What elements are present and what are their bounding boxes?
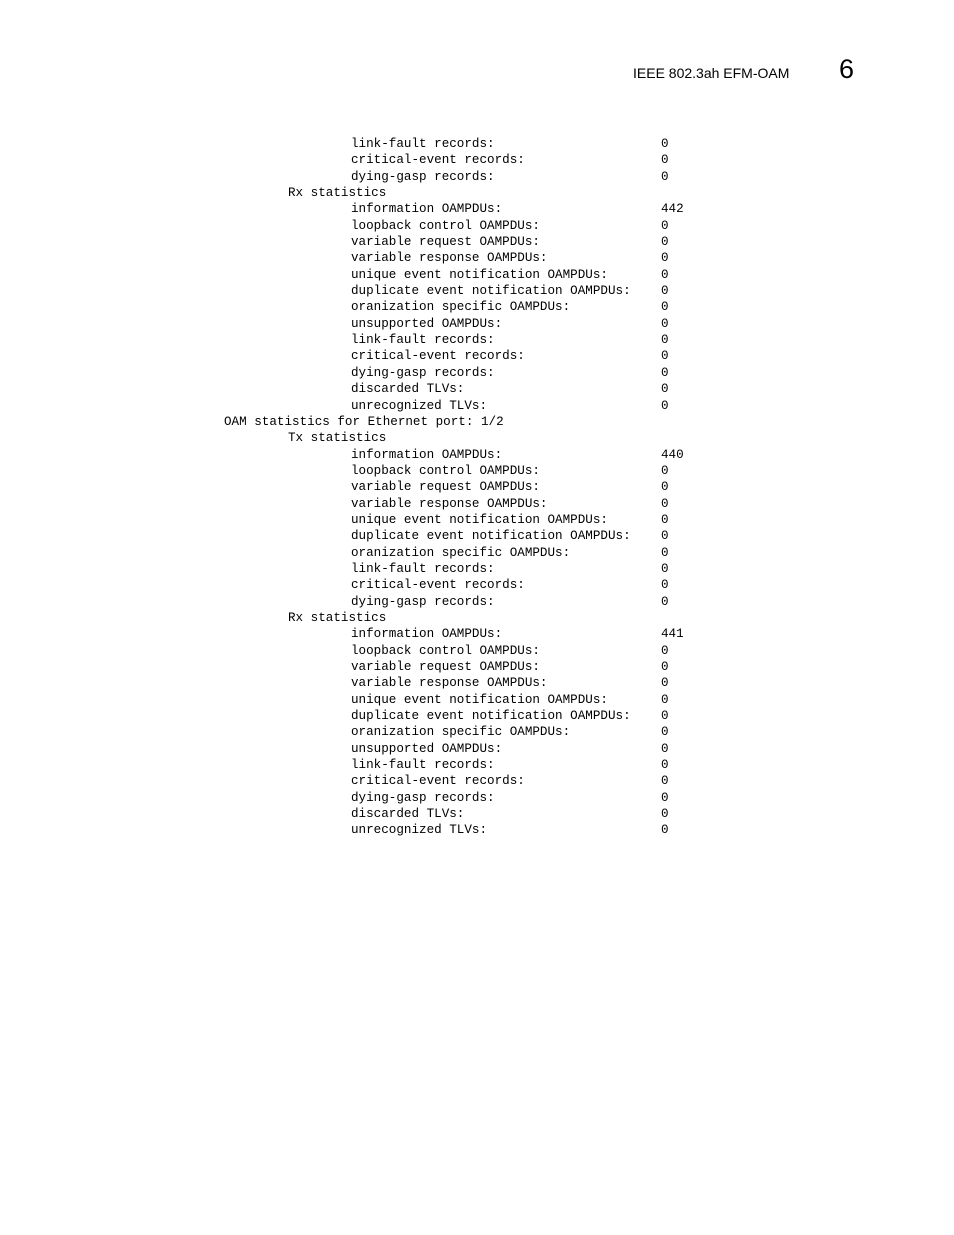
stat-value: 0: [661, 676, 669, 691]
stat-row: [0, 250, 954, 266]
stat-label: link-fault records:: [351, 561, 495, 576]
port-heading: [0, 414, 954, 430]
stat-label: loopback control OAMPDUs:: [351, 463, 540, 478]
stat-value: 0: [661, 382, 669, 397]
stat-label: variable request OAMPDUs:: [351, 235, 540, 250]
stat-row: [0, 365, 954, 381]
stat-row: [0, 496, 954, 512]
stat-row: [0, 201, 954, 217]
stat-label: dying-gasp records:: [351, 790, 495, 805]
stat-row: [0, 479, 954, 495]
stat-label: unique event notification OAMPDUs:: [351, 692, 608, 707]
stat-label: information OAMPDUs:: [351, 202, 503, 217]
stat-row: [0, 757, 954, 773]
stat-value: 0: [661, 692, 669, 707]
stat-label: discarded TLVs:: [351, 382, 465, 397]
stat-label: dying-gasp records:: [351, 169, 495, 184]
stat-label: duplicate event notification OAMPDUs:: [351, 284, 631, 299]
stat-label: information OAMPDUs:: [351, 627, 503, 642]
stat-value: 0: [661, 529, 669, 544]
stat-value: 0: [661, 823, 669, 838]
stat-row: [0, 773, 954, 789]
stat-row: [0, 741, 954, 757]
stat-row: [0, 692, 954, 708]
stat-value: 0: [661, 153, 669, 168]
stat-label: unrecognized TLVs:: [351, 823, 488, 838]
stat-label: variable request OAMPDUs:: [351, 480, 540, 495]
stat-row: [0, 136, 954, 152]
stat-label: variable response OAMPDUs:: [351, 676, 548, 691]
stat-row: [0, 659, 954, 675]
stat-row: [0, 447, 954, 463]
stat-value: 0: [661, 137, 669, 151]
stat-label: loopback control OAMPDUs:: [351, 643, 540, 658]
stat-value: 0: [661, 758, 669, 773]
stat-row: [0, 806, 954, 822]
stat-label: unique event notification OAMPDUs:: [351, 267, 608, 282]
stat-value: 0: [661, 235, 669, 250]
section-heading: [0, 430, 954, 446]
chapter-number: 6: [839, 54, 855, 84]
stat-row: [0, 398, 954, 414]
stat-row: [0, 218, 954, 234]
stat-row: [0, 348, 954, 364]
stat-value: 0: [661, 741, 669, 756]
stat-value: 442: [661, 202, 684, 217]
stat-row: [0, 332, 954, 348]
stat-row: [0, 299, 954, 315]
stat-value: 0: [661, 267, 669, 282]
stat-row: [0, 708, 954, 724]
stat-label: critical-event records:: [351, 153, 525, 168]
stat-value: 0: [661, 496, 669, 511]
stat-row: [0, 234, 954, 250]
stat-label: dying-gasp records:: [351, 365, 495, 380]
stat-label: dying-gasp records:: [351, 594, 495, 609]
stat-label: critical-event records:: [351, 349, 525, 364]
stat-value: 0: [661, 316, 669, 331]
stat-label: variable request OAMPDUs:: [351, 660, 540, 674]
stat-row: [0, 528, 954, 544]
stat-label: link-fault records:: [351, 758, 495, 773]
rx-heading: Rx statistics: [288, 186, 387, 201]
stat-value: 0: [661, 300, 669, 315]
stat-row: [0, 381, 954, 397]
stat-value: 0: [661, 463, 669, 478]
stat-value: 0: [661, 561, 669, 576]
stat-row: [0, 724, 954, 740]
section-heading: [0, 610, 954, 626]
stat-value: 0: [661, 594, 669, 609]
stat-row: [0, 577, 954, 593]
stat-value: 0: [661, 251, 669, 266]
stat-label: variable response OAMPDUs:: [351, 496, 548, 511]
stat-label: critical-event records:: [351, 774, 525, 789]
stat-row: [0, 822, 954, 838]
stat-row: [0, 463, 954, 479]
section-heading: [0, 185, 954, 201]
stat-value: 0: [661, 545, 669, 560]
running-header: IEEE 802.3ah EFM-OAM: [633, 65, 790, 81]
stat-row: [0, 594, 954, 610]
stat-value: 0: [661, 398, 669, 413]
stat-value: 441: [661, 627, 684, 642]
stat-row: [0, 626, 954, 642]
stat-value: 0: [661, 774, 669, 789]
stat-label: critical-event records:: [351, 578, 525, 593]
stat-label: oranization specific OAMPDUs:: [351, 725, 571, 740]
stat-row: [0, 545, 954, 561]
stat-row: [0, 169, 954, 185]
stat-value: 440: [661, 447, 684, 462]
stat-row: [0, 790, 954, 806]
stat-value: 0: [661, 333, 669, 348]
stat-label: unique event notification OAMPDUs:: [351, 512, 608, 527]
tx-heading: Tx statistics: [288, 431, 387, 446]
stat-label: unsupported OAMPDUs:: [351, 316, 503, 331]
cli-output: [0, 136, 954, 839]
stat-value: 0: [661, 349, 669, 364]
stat-value: 0: [661, 643, 669, 658]
stat-value: 0: [661, 725, 669, 740]
stat-row: [0, 643, 954, 659]
stat-value: 0: [661, 790, 669, 805]
stat-label: duplicate event notification OAMPDUs:: [351, 529, 631, 544]
stat-row: [0, 267, 954, 283]
stat-row: [0, 561, 954, 577]
stat-value: 0: [661, 512, 669, 527]
stat-label: loopback control OAMPDUs:: [351, 218, 540, 233]
stat-label: oranization specific OAMPDUs:: [351, 300, 571, 315]
stat-label: unsupported OAMPDUs:: [351, 741, 503, 756]
stat-label: oranization specific OAMPDUs:: [351, 545, 571, 560]
port2-heading: OAM statistics for Ethernet port: 1/2: [224, 414, 504, 429]
stat-value: 0: [661, 284, 669, 299]
stat-label: information OAMPDUs:: [351, 447, 503, 462]
stat-row: [0, 675, 954, 691]
stat-value: 0: [661, 578, 669, 593]
stat-row: [0, 316, 954, 332]
rx-section-port1: [0, 201, 954, 413]
tx-section-port2: [0, 447, 954, 610]
tx-continued-section: [0, 136, 954, 185]
rx-section-port2: [0, 626, 954, 838]
rx-heading: Rx statistics: [288, 610, 387, 625]
stat-value: 0: [661, 218, 669, 233]
stat-row: [0, 283, 954, 299]
stat-label: duplicate event notification OAMPDUs:: [351, 709, 631, 724]
stat-value: 0: [661, 660, 669, 674]
stat-value: 0: [661, 709, 669, 724]
stat-value: 0: [661, 480, 669, 495]
stat-label: variable response OAMPDUs:: [351, 251, 548, 266]
stat-label: link-fault records:: [351, 333, 495, 348]
stat-value: 0: [661, 365, 669, 380]
stat-row: [0, 152, 954, 168]
stat-label: discarded TLVs:: [351, 807, 465, 822]
stat-value: 0: [661, 169, 669, 184]
stat-label: unrecognized TLVs:: [351, 398, 488, 413]
stat-label: link-fault records:: [351, 137, 495, 151]
stat-value: 0: [661, 807, 669, 822]
stat-row: [0, 512, 954, 528]
